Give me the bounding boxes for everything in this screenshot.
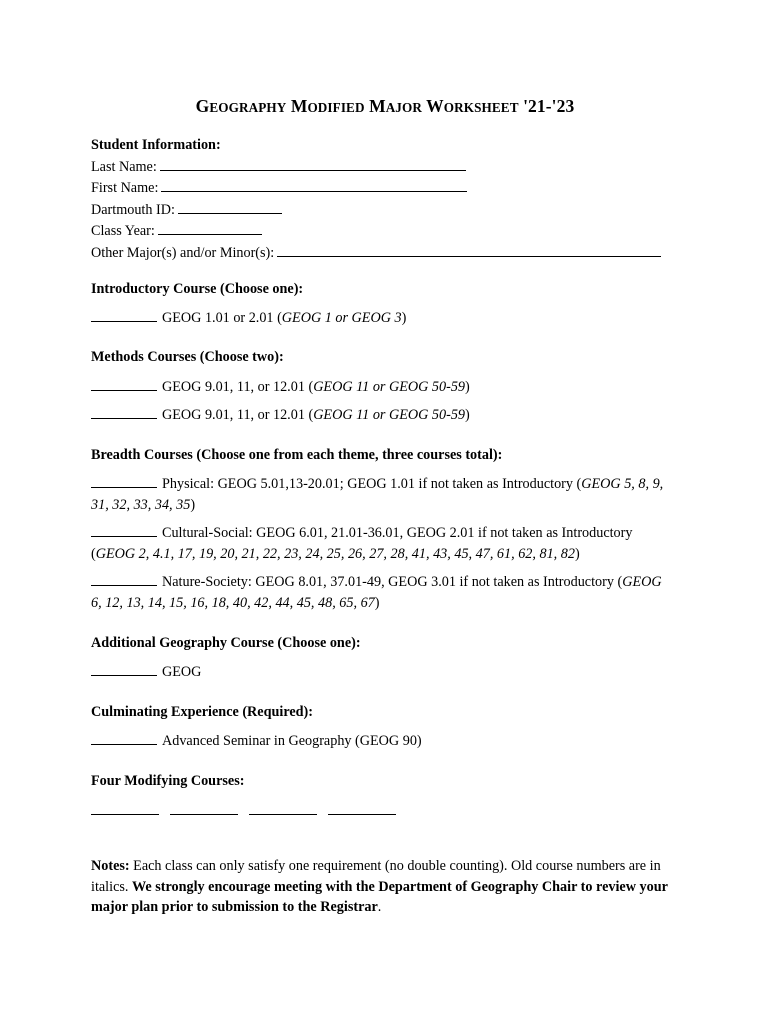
breadth-nature-item: Nature-Society: GEOG 8.01, 37.01-49, GEOG 3.01 if not taken as Introductory (GEOG 6, 12, 13, 14, 15, 16, 18, 40, 42, 44, 45, 48, 65, 67)	[91, 571, 671, 613]
culminating-item: Advanced Seminar in Geography (GEOG 90)	[91, 730, 691, 752]
breadth-cultural-item: Cultural-Social: GEOG 6.01, 21.01-36.01, GEOG 2.01 if not taken as Introductory (GEOG 2, 4.1, 17, 19, 20, 21, 22, 23, 24, 25, 26, 27, 28, 41, 43, 45, 47, 61, 62, 81, 82)	[91, 522, 671, 564]
page-title: GEOGRAPHY MODIFIED MAJOR WORKSHEET '21-'23	[195, 96, 575, 116]
class-year-field[interactable]	[158, 220, 262, 235]
intro-heading: Introductory Course (Choose one):	[91, 281, 304, 297]
introductory-section	[91, 279, 691, 300]
student-information-section	[91, 135, 691, 263]
modifying-course-blank-4[interactable]	[328, 800, 396, 815]
nature-course-blank[interactable]	[91, 571, 157, 586]
additional-heading: Additional Geography Course (Choose one):	[91, 635, 361, 651]
modifying-course-blank-3[interactable]	[249, 800, 317, 815]
first-name-row: First Name:	[91, 177, 691, 199]
intro-course-blank[interactable]	[91, 307, 157, 322]
student-info-heading: Student Information:	[91, 137, 221, 153]
notes-label: Notes:	[91, 858, 130, 874]
physical-course-blank[interactable]	[91, 473, 157, 488]
other-major-field[interactable]	[277, 242, 661, 257]
methods-section	[91, 347, 691, 368]
intro-item: GEOG 1.01 or 2.01 (GEOG 1 or GEOG 3)	[91, 307, 691, 329]
breadth-physical-item: Physical: GEOG 5.01,13-20.01; GEOG 1.01 if not taken as Introductory (GEOG 5, 8, 9, 31, 32, 33, 34, 35)	[91, 473, 671, 515]
culminating-heading: Culminating Experience (Required):	[91, 704, 313, 720]
last-name-field[interactable]	[160, 156, 466, 171]
last-name-row: Last Name:	[91, 156, 691, 178]
culminating-section	[91, 702, 691, 723]
cultural-course-blank[interactable]	[91, 522, 157, 537]
methods-item-1: GEOG 9.01, 11, or 12.01 (GEOG 11 or GEOG 50-59)	[91, 376, 691, 398]
methods-course-blank-1[interactable]	[91, 376, 157, 391]
breadth-heading: Breadth Courses (Choose one from each theme, three courses total):	[91, 447, 503, 463]
breadth-section	[91, 445, 691, 466]
culminating-course-blank[interactable]	[91, 730, 157, 745]
first-name-field[interactable]	[161, 177, 467, 192]
dartmouth-id-row: Dartmouth ID:	[91, 199, 691, 221]
modifying-course-blank-1[interactable]	[91, 800, 159, 815]
dartmouth-id-field[interactable]	[178, 199, 282, 214]
methods-heading: Methods Courses (Choose two):	[91, 349, 284, 365]
methods-course-blank-2[interactable]	[91, 404, 157, 419]
modifying-heading: Four Modifying Courses:	[91, 773, 245, 789]
modifying-course-blank-2[interactable]	[170, 800, 238, 815]
additional-course-blank[interactable]	[91, 661, 157, 676]
modifying-blanks	[91, 800, 691, 822]
additional-item: GEOG	[91, 661, 691, 683]
additional-section	[91, 633, 691, 654]
notes-section: Notes: Each class can only satisfy one requirement (no double counting). Old course numbers are in italics. We strongly encourage meeting with the Department of Geography Chair to review your major plan prior to submission to the Registrar.	[91, 858, 668, 915]
methods-item-2: GEOG 9.01, 11, or 12.01 (GEOG 11 or GEOG 50-59)	[91, 404, 691, 426]
class-year-row: Class Year:	[91, 220, 691, 242]
modifying-section	[91, 771, 691, 792]
other-major-row: Other Major(s) and/or Minor(s):	[91, 242, 691, 264]
